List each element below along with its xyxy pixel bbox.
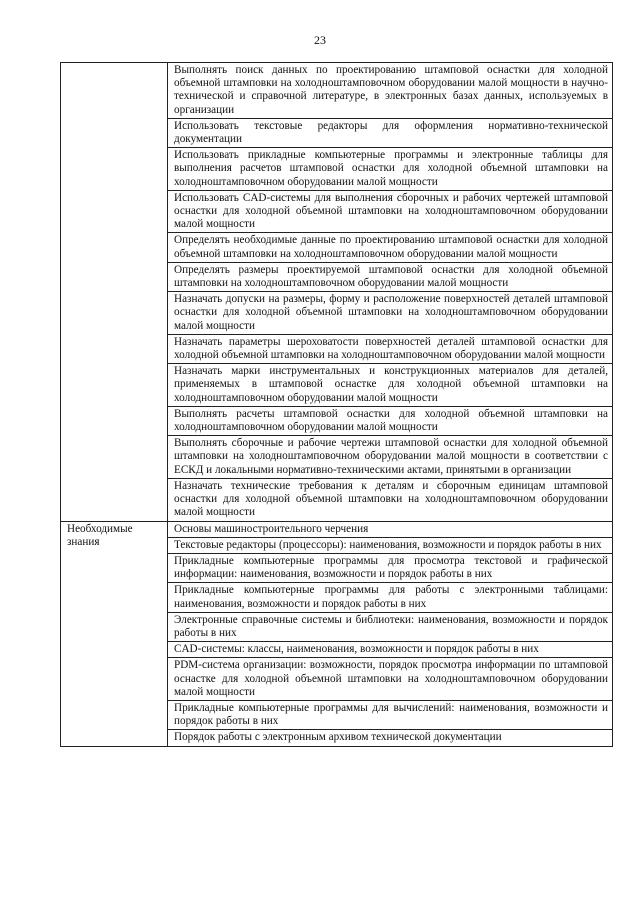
section-label-knowledge: Необходимые знания bbox=[61, 521, 168, 746]
skill-item: Назначать марки инструментальных и конструкционных материалов для деталей, применяемых в штамповой оснастке для холодной объемной штамповки на холодноштамповочном оборудовании малой мощности bbox=[168, 364, 613, 407]
skill-item: Выполнять расчеты штамповой оснастки для холодной объемной штамповки на холодноштамповочном оборудовании малой мощности bbox=[168, 406, 613, 435]
skill-item: Использовать CAD-системы для выполнения сборочных и рабочих чертежей штамповой оснастки для холодной объемной штамповки на холодноштамповочном оборудовании малой мощности bbox=[168, 190, 613, 233]
section-label-skills bbox=[61, 63, 168, 522]
knowledge-item: Основы машиностроительного черчения bbox=[168, 521, 613, 537]
knowledge-item: Порядок работы с электронным архивом технической документации bbox=[168, 730, 613, 746]
knowledge-item: Прикладные компьютерные программы для работы с электронными таблицами: наименования, возможности и порядок работы в них bbox=[168, 583, 613, 612]
table-row bbox=[61, 521, 613, 537]
skill-item: Выполнять поиск данных по проектированию штамповой оснастки для холодной объемной штамповки на холодноштамповочном оборудовании малой мощности в научно-технической и справочной литературе, в электронных базах данных, используемых в организации bbox=[168, 63, 613, 119]
table-row bbox=[61, 63, 613, 119]
skill-item: Использовать текстовые редакторы для оформления нормативно-технической документации bbox=[168, 118, 613, 147]
knowledge-item: Прикладные компьютерные программы для просмотра текстовой и графической информации: наименования, возможности и порядок работы в них bbox=[168, 553, 613, 582]
skill-item: Назначать технические требования к деталям и сборочным единицам штамповой оснастки для холодной объемной штамповки на холодноштамповочном оборудовании малой мощности bbox=[168, 478, 613, 521]
skill-item: Выполнять сборочные и рабочие чертежи штамповой оснастки для холодной объемной штамповки на холодноштамповочном оборудовании малой мощности в соответствии с ЕСКД и локальными нормативно-техническими актами, принятыми в организации bbox=[168, 436, 613, 479]
skill-item: Определять необходимые данные по проектированию штамповой оснастки для холодной объемной штамповки на холодноштамповочном оборудовании малой мощности bbox=[168, 233, 613, 262]
knowledge-item: Электронные справочные системы и библиотеки: наименования, возможности и порядок работы в них bbox=[168, 612, 613, 641]
knowledge-item: Текстовые редакторы (процессоры): наименования, возможности и порядок работы в них bbox=[168, 537, 613, 553]
skill-item: Назначать допуски на размеры, форму и расположение поверхностей деталей штамповой оснастки для холодной объемной штамповки на холодноштамповочном оборудовании малой мощности bbox=[168, 292, 613, 335]
knowledge-item: PDM-система организации: возможности, порядок просмотра информации по штамповой оснастке для холодной объемной штамповки на холодноштамповочном оборудовании малой мощности bbox=[168, 658, 613, 701]
skill-item: Использовать прикладные компьютерные программы и электронные таблицы для выполнения расчетов штамповой оснастки для холодной объемной штамповки на холодноштамповочном оборудовании малой мощности bbox=[168, 148, 613, 191]
skill-item: Определять размеры проектируемой штамповой оснастки для холодной объемной штамповки на холодноштамповочном оборудовании малой мощности bbox=[168, 262, 613, 291]
qualification-table bbox=[60, 62, 613, 747]
knowledge-item: Прикладные компьютерные программы для вычислений: наименования, возможности и порядок работы в них bbox=[168, 700, 613, 729]
knowledge-item: CAD-системы: классы, наименования, возможности и порядок работы в них bbox=[168, 642, 613, 658]
page-number: 23 bbox=[314, 33, 326, 47]
skill-item: Назначать параметры шероховатости поверхностей деталей штамповой оснастки для холодной объемной штамповки на холодноштамповочном оборудовании малой мощности bbox=[168, 334, 613, 363]
